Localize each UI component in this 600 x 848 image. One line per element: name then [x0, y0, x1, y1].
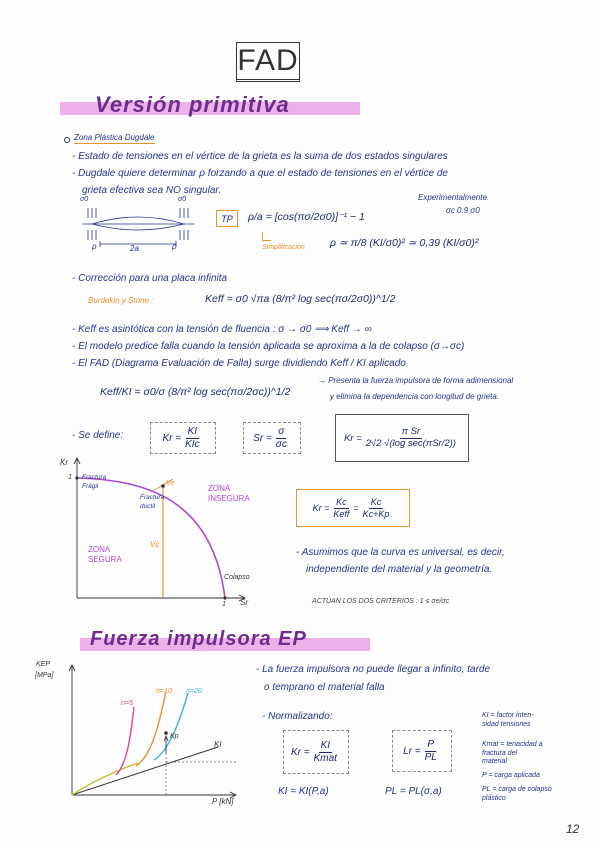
ratio-note: y elimina la dependencia con longitud de grieta. [330, 392, 500, 401]
kr-definition-box [150, 422, 216, 454]
n20-curve [154, 693, 188, 760]
legend-p: P = carga aplicada [482, 772, 540, 779]
crack-rho-left: ρ [92, 242, 97, 251]
normalizando-label: - Normalizando: [262, 711, 333, 722]
n10-label: n=10 [156, 688, 172, 695]
text-line: - Keff es asintótica con la tensión de fluencia : σ → σ0 ⟹ Keff → ∞ [72, 324, 372, 335]
text-line: - Corrección para una placa infinita [72, 273, 228, 284]
kr-lhs: Kr = [162, 432, 182, 444]
kp-label: Kp [170, 733, 179, 740]
kr-normalized-box [283, 730, 349, 774]
text-line: - Dugdale quiere determinar ρ forzando a que el estado de tensiones en el vértice de [72, 168, 448, 179]
kr-box-den1: Keff [333, 508, 350, 519]
fad-ve-label: Ve [166, 480, 175, 487]
equation-rho: ρ ≃ π/8 (KI/σ0)² ≃ 0,39 (KI/σ0)² [330, 237, 479, 249]
ep-y-label: KEP [36, 661, 51, 668]
criteria-note: ACTÚAN LOS DOS CRITERIOS : 1 ≤ σe/σc [312, 598, 450, 605]
lr-norm-num: P [427, 739, 435, 750]
burdekin-label: Burdekin y Stone : [88, 296, 154, 305]
legend-kmat: Kmat = tenacidad a fractura del material [482, 741, 543, 765]
kr-num: KI [187, 426, 198, 437]
kr-norm-num: KI [320, 740, 331, 751]
simplificacion-label: Simplificación [262, 244, 305, 251]
sr-num: σ [278, 426, 285, 437]
legend-pl: PL = carga de colapso plástico [482, 786, 552, 802]
crack-diagram [78, 200, 198, 248]
ep-graph [38, 655, 253, 810]
fad-fragil-label: Fractura Frágil [82, 474, 107, 490]
lr-norm-fraction [423, 739, 439, 763]
kr-formula-box [335, 414, 469, 462]
ep-x-label: P [kN] [212, 797, 234, 806]
kr-norm-fraction [312, 740, 339, 764]
sr-fraction [274, 426, 289, 450]
kr-formula-fraction [364, 427, 458, 450]
fad-x-one: 1 [222, 601, 226, 608]
kr-den: KIc [185, 438, 200, 450]
crack-sigma-left: σ0 [80, 196, 89, 203]
n10-curve [136, 691, 166, 766]
sr-lhs: Sr = [253, 432, 272, 444]
legend-ki: KI = factor inten- sidad tensiones [482, 712, 534, 728]
text-line: - La fuerza impulsora no puede llegar a infinito, tarde [256, 664, 491, 675]
bullet-icon [64, 137, 70, 143]
kr-box-fraction-2 [361, 497, 392, 519]
topic-label: Zona Plástica Dugdale [74, 133, 155, 142]
lr-norm-lhs: Lr = [403, 745, 421, 757]
fad-y-one: 1 [68, 474, 72, 481]
equation-keff: Keff = σ0 √πa (8/π² log sec(πσ/2σ0))^1/2 [205, 293, 396, 305]
fad-vc-label: Vc [150, 540, 160, 549]
crack-rho-right: ρ [172, 242, 177, 251]
side-note: Experimentalmente [418, 193, 487, 202]
kr-norm-den: Kmat [313, 752, 337, 764]
kr-fraction [183, 426, 201, 450]
ep-y-unit: [MPa] [35, 672, 54, 679]
section-heading-primitiva: Versión primitiva [95, 92, 290, 117]
text-line: - El modelo predice falla cuando la tensión aplicada se aproxima a la de colapso (σ→σc) [72, 341, 465, 352]
lr-norm-den: PL [424, 751, 437, 763]
n5-label: n=5 [121, 700, 133, 707]
text-line: - Estado de tensiones en el vértice de la grieta es la suma de dos estados singulares [72, 151, 448, 162]
ki-line [72, 747, 218, 795]
fad-y-label: Kr [60, 458, 68, 467]
kr-formula-num: π Sr [401, 425, 421, 437]
pl-dependence: PL = PL(σ,a) [385, 786, 442, 797]
fad-ductil-label: Fractura dúctil [140, 494, 165, 510]
colapso-label: Colapso [224, 574, 250, 581]
kr-box-lhs: Kr = [312, 503, 330, 513]
n20-label: n=20 [186, 688, 202, 695]
kr-norm-lhs: Kr = [291, 746, 310, 758]
zona-segura-label: ZONA SEGURA [88, 545, 122, 564]
zona-insegura-label: ZONA INSEGURA [208, 484, 250, 503]
sr-definition-box [243, 422, 301, 454]
sr-den: σc [275, 438, 287, 450]
crack-sigma-right: σ0 [178, 196, 187, 203]
kr-formula-den: 2√2 √(log sec(πSr/2)) [365, 437, 456, 449]
kr-box-den2: Kc+Kp [362, 508, 390, 519]
tp-badge: TP [216, 210, 238, 227]
text-line: - El FAD (Diagrama Evaluación de Falla) surge dividiendo Keff / KI aplicado [72, 358, 406, 369]
side-note: σc 0.9 σ0 [446, 206, 480, 215]
ratio-note: → Presenta la fuerza impulsora de forma adimensional [318, 376, 514, 385]
define-label: - Se define: [72, 430, 124, 441]
equation-dugdale: ρ/a = [cos(πσ/2σ0)]⁻¹ − 1 [248, 211, 365, 223]
kr-box-num2: Kc [370, 497, 382, 508]
kr-box-eq: = [353, 503, 359, 513]
base-curve [72, 763, 138, 795]
ki-label: KI [214, 740, 222, 749]
kr-box-fraction-1 [331, 497, 351, 519]
text-line: o temprano el material falla [264, 682, 385, 693]
lr-normalized-box [392, 730, 452, 772]
page-number: 12 [566, 822, 580, 836]
equation-ratio: Keff/KI = σ0/σ (8/π² log sec(πσ/2σc))^1/2 [100, 386, 291, 398]
arrow-icon [262, 232, 271, 241]
kr-box-num1: Kc [336, 497, 347, 508]
text-line: - Asumimos que la curva es universal, es decir, [296, 547, 505, 558]
fad-x-label: Sr [240, 598, 248, 607]
text-line: grieta efectiva sea NO singular. [82, 185, 222, 196]
kr-formula-lhs: Kr = [344, 432, 362, 444]
kr-keff-box [296, 489, 410, 527]
crack-span: 2a [130, 244, 139, 253]
text-line: independiente del material y la geometría. [306, 564, 493, 575]
ki-dependence: KI = KI(P,a) [278, 786, 329, 797]
page-title: FAD [236, 42, 300, 82]
section-heading-fuerza: Fuerza impulsora EP [90, 628, 307, 650]
